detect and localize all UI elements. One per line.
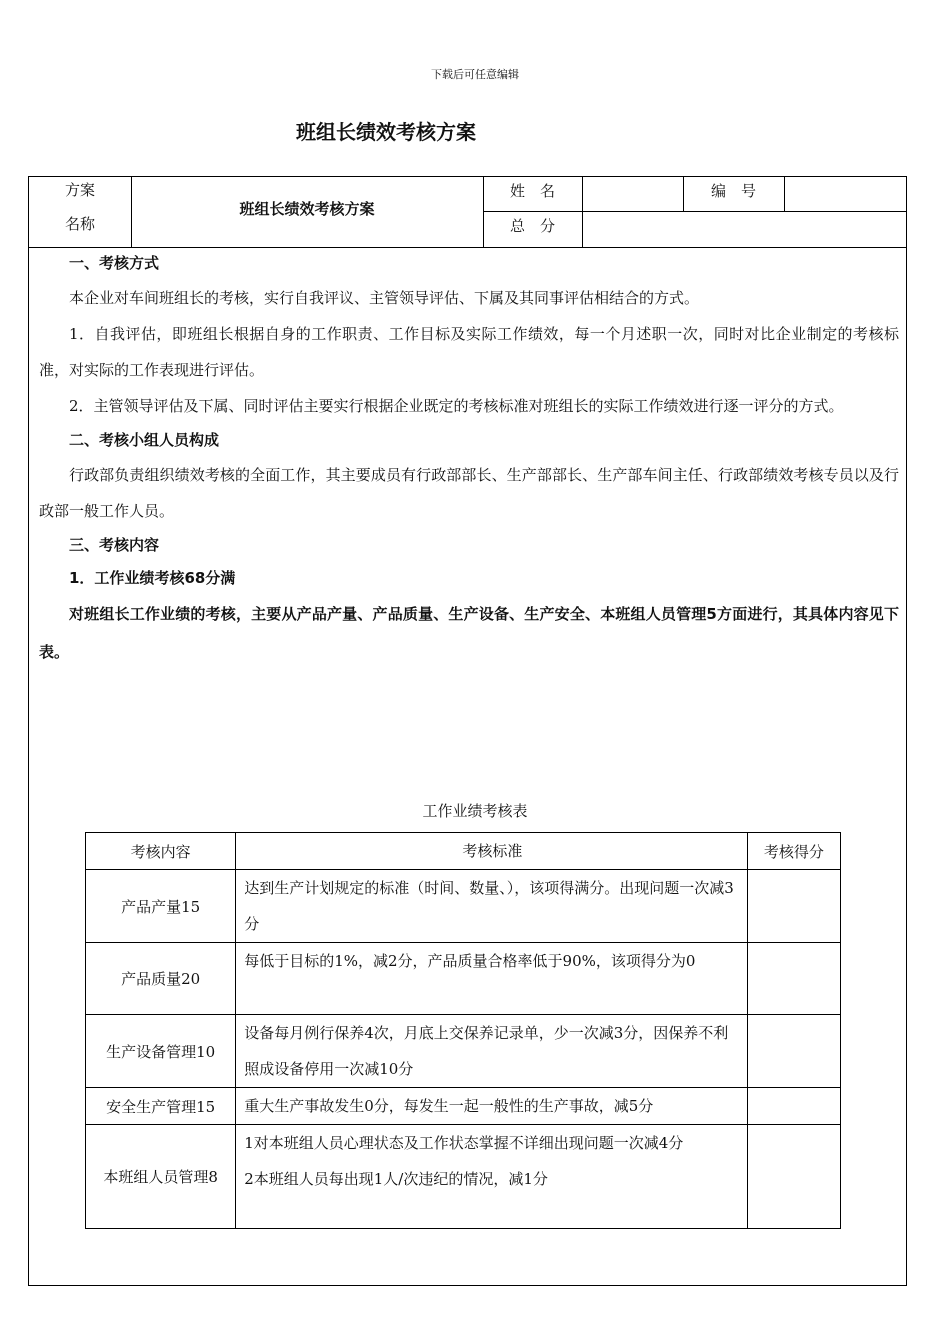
table-row: [86, 943, 841, 1015]
row-score[interactable]: [747, 1015, 840, 1088]
row-item: 生产设备管理10: [86, 1015, 236, 1088]
paragraph: 1．自我评估，即班组长根据自身的工作职责、工作目标及实际工作绩效，每一个月述职一次，同时对比企业制定的考核标准，对实际的工作表现进行评估。: [39, 325, 899, 379]
table-row: [86, 1015, 841, 1088]
paragraph: 本企业对车间班组长的考核，实行自我评议、主管领导评估、下属及其同事评估相结合的方式。: [69, 289, 700, 307]
table-row: [86, 1125, 841, 1229]
row-standard: 每低于目标的1%，减2分，产品质量合格率低于90%，该项得分为0: [236, 943, 747, 1015]
section-heading-2: 二、考核小组人员构成: [69, 431, 220, 449]
number-label: 编 号: [710, 182, 756, 200]
header-grid: [29, 177, 906, 248]
top-note: 下载后可任意编辑: [431, 68, 519, 81]
table-row: [86, 1088, 841, 1125]
paragraph: 2．主管领导评估及下属、同时评估主要实行根据企业既定的考核标准对班组长的实际工作绩效进行逐一评分的方式。: [69, 397, 844, 415]
section-heading-3: 三、考核内容: [69, 536, 160, 554]
row-standard: 达到生产计划规定的标准（时间、数量、），该项得满分。出现问题一次减3分: [236, 870, 747, 943]
row-item: 产品质量20: [86, 943, 236, 1015]
performance-table: [85, 832, 841, 1229]
column-header: 考核得分: [747, 833, 840, 870]
paragraph: 行政部负责组织绩效考核的全面工作，其主要成员有行政部部长、生产部部长、生产部车间主任、行政部绩效考核专员以及行政部一般工作人员。: [39, 466, 899, 520]
row-standard: 设备每月例行保养4次，月底上交保养记录单，少一次减3分，因保养不利照成设备停用一次减10分: [236, 1015, 747, 1088]
row-item: 产品产量15: [86, 870, 236, 943]
row-standard: [236, 1125, 747, 1229]
column-header: 考核内容: [86, 833, 236, 870]
plan-name-label-2: 名称: [64, 215, 95, 233]
plan-name-label-1: 方案: [64, 181, 95, 199]
page-title: 班组长绩效考核方案: [296, 120, 476, 144]
row-item: 安全生产管理15: [86, 1088, 236, 1125]
row-standard: 重大生产事故发生0分，每发生一起一般性的生产事故，减5分: [236, 1088, 747, 1125]
column-header: 考核标准: [236, 833, 747, 870]
row-item: 本班组人员管理8: [86, 1125, 236, 1229]
row-standard-line: 1对本班组人员心理状态及工作状态掌握不详细出现问题一次减4分: [244, 1134, 684, 1152]
subsection-heading: 1．工作业绩考核68分满: [69, 569, 236, 587]
document-body: [39, 247, 899, 671]
row-standard-line: 2本班组人员每出现1人/次违纪的情况，减1分: [244, 1170, 548, 1188]
name-label: 姓 名: [509, 182, 555, 200]
plan-name-value: 班组长绩效考核方案: [239, 200, 375, 218]
total-label: 总 分: [509, 217, 555, 235]
row-score[interactable]: [747, 1088, 840, 1125]
row-score[interactable]: [747, 870, 840, 943]
row-score[interactable]: [747, 943, 840, 1015]
row-score[interactable]: [747, 1125, 840, 1229]
table-header-row: [86, 833, 841, 870]
section-heading-1: 一、考核方式: [69, 254, 160, 272]
table-row: [86, 870, 841, 943]
bold-paragraph: 对班组长工作业绩的考核，主要从产品产量、产品质量、生产设备、生产安全、本班组人员管理5方面进行，其具体内容见下表。: [39, 605, 899, 661]
table-caption: 工作业绩考核表: [422, 802, 528, 820]
